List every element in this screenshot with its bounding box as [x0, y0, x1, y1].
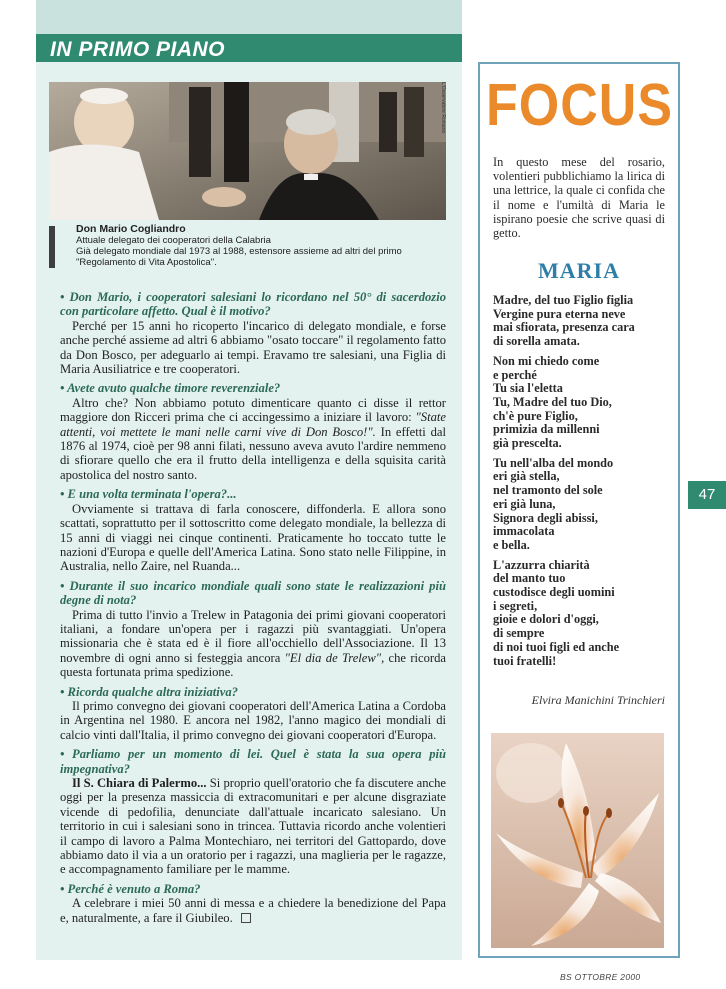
poem-line: già prescelta. [493, 436, 562, 451]
end-of-article-icon [241, 913, 251, 923]
focus-intro: In questo mese del rosario, volentieri pubblichiamo la lirica di una lettrice, la quale ci confida che il nome e l'umiltà di Maria le ispirano poesie che scrive quasi di getto. [493, 155, 665, 241]
poem-line: e bella. [493, 537, 530, 552]
poem-line: di noi tuoi figli ed anche [493, 639, 620, 654]
poem-line: Madre, del tuo Figlio figlia [493, 293, 634, 307]
poem-line: custodisce degli uomini [493, 585, 615, 600]
page-footer: BS OTTOBRE 2000 [560, 972, 641, 982]
section-title: IN PRIMO PIANO [50, 38, 226, 61]
poem-line: del manto tuo [493, 571, 566, 586]
interview-answer [60, 776, 446, 877]
answer-text: In effetti dal 1876 al 1974, cioè per 98 anni filati, nessuno aveva avuto l'ardire nemmeno di sfiorare quello che era il frutto della intelligenza e della squisita carità apostolica del nostro santo. [60, 424, 446, 482]
article-photo [49, 82, 446, 220]
caption-line: Attuale delegato dei cooperatori della Calabria [76, 235, 271, 246]
poem-title: MARIA [538, 258, 620, 283]
poem-line: tuoi fratelli! [493, 653, 557, 668]
poem-stanza [493, 559, 675, 669]
poem-line: di sempre [493, 626, 545, 641]
poem-line: ch'è pure Figlio, [493, 408, 578, 423]
poem-line: primizia da millenni [493, 422, 600, 437]
interview-answer [60, 896, 446, 925]
poem-line: gioie e dolori d'oggi, [493, 612, 599, 627]
poem-line: eri già stella, [493, 469, 560, 484]
interview-answer: Ovviamente si trattava di farla conoscere, diffonderla. E allora sono scattati, soprattutto per il sottoscritto come delegato mondiale, la bellezza di 15 anni di viaggi nei cinque continenti. Praticamente ho toccato tutte le nazioni d'Europa e quelle dell'America Latina. Sono stato nelle Filippine, in Australia, nello Zaire, nel Ruanda... [60, 501, 446, 574]
poem [493, 294, 675, 674]
caption-line: Già delegato mondiale dal 1973 al 1988, estensore assieme ad altri del primo [76, 246, 402, 257]
photo-pope-and-priest [49, 82, 446, 220]
poem-line: L'azzurra chiarità [493, 557, 590, 572]
answer-text: A celebrare i miei 50 anni di messa e a chiedere la benedizione del Papa e, naturalmente, a fare il Giubileo. [60, 896, 446, 925]
poem-line: nel tramonto del sole [493, 483, 603, 498]
page-number-tab: 47 [688, 481, 726, 509]
interview-article [60, 290, 446, 925]
answer-text: , che ricorda questa fortunata prima spedizione. [60, 650, 446, 680]
poem-stanza [493, 355, 675, 451]
lily-flower-image [491, 733, 664, 948]
poem-line: Vergine pura eterna neve [493, 306, 626, 321]
answer-quote: "El dia de Trelew" [284, 650, 382, 665]
interview-answer: Il primo convegno dei giovani cooperatori dell'America Latina a Cordoba in Argentina nel 1980. E ancora nel 1982, l'anno magico dei mondiali di calcio vinti dall'Italia, il primo convegno dei giovani cooperatori d'Europa. [60, 698, 446, 742]
interview-question: • Durante il suo incarico mondiale quali sono state le realizzazioni più degne di nota? [60, 578, 446, 608]
poem-line: Tu, Madre del tuo Dio, [493, 394, 612, 409]
poem-line: Signora degli abissi, [493, 510, 598, 525]
answer-quote: "State attenti, voi mettete le mani nelle carni vive di Don Bosco!". [60, 410, 446, 439]
poem-line: e perché [493, 367, 537, 382]
interview-answer [60, 608, 446, 680]
interview-question: • Ricorda qualche altra iniziativa? [60, 684, 238, 699]
poem-stanza [493, 294, 675, 349]
interview-question: • Parliamo per un momento di lei. Quel è stata la sua opera più impegnativa? [60, 747, 446, 776]
answer-text: Prima di tutto l'invio a Trelew in Patagonia dei primi giovani cooperatori italiani, a fondare un'opera per i ragazzi più svantaggiati. Un'opera missionaria che è stata ed è il fiore all'occhiello dell'Associazione. Il 13 novembre di ogni anno si festeggia ancora [60, 607, 446, 665]
poem-line: mai sfiorata, presenza cara [493, 320, 635, 335]
poem-line: eri già luna, [493, 496, 556, 511]
poem-line: di sorella amata. [493, 334, 580, 349]
lily-flower-illustration [491, 733, 664, 948]
poem-line: Non mi chiedo come [493, 353, 600, 368]
answer-bold: Il S. Chiara di Palermo... [72, 776, 207, 790]
interview-answer: Perché per 15 anni ho ricoperto l'incarico di delegato mondiale, e forse anche perché assieme ad altri 6 abbiamo "osato toccare" il regolamento fatto da Don Bosco, per adeguarlo ai tempi. Eravamo tre salesiani, una Figlia di Maria Ausiliatrice e tre cooperatori. [60, 318, 446, 377]
poem-author: Elvira Manichini Trinchieri [531, 693, 665, 707]
photo-caption [76, 224, 446, 268]
photo-credit: L'Osservatore Romano [440, 82, 446, 134]
poem-line: Tu nell'alba del mondo [493, 455, 614, 470]
header-strip [36, 0, 462, 34]
caption-bar [49, 226, 55, 268]
answer-text: Altro che? Non abbiamo potuto dimenticare quanto ci disse il rettor maggiore don Ricceri prima che ci accingessimo a iniziare il lavoro: [60, 395, 446, 425]
answer-text: Si proprio quell'oratorio che fa discutere anche oggi per la presenza massiccia di extracomunitari e per alcune disgraziate vicende di pedofilia, denunciate dall'attuale incaricato salesiano. Un territorio in cui i salesiani sono in trincea. Tuttavia ricordo anche volentieri il campo di lavoro a Palma Montechiaro, nei territori del Gattopardo, dove abbiamo dato il via a un oratorio per i ragazzi, una maglieria per le ragazze, e accompagnamento familiare per le mamme. [60, 776, 446, 877]
interview-question: • E una volta terminata l'opera?... [60, 487, 237, 502]
interview-question: • Perché è venuto a Roma? [60, 881, 201, 896]
caption-line: "Regolamento di Vita Apostolica". [76, 257, 217, 268]
interview-question: • Avete avuto qualche timore reverenziale? [60, 381, 281, 396]
poem-stanza [493, 457, 675, 553]
poem-line: immacolata [493, 524, 555, 539]
caption-name: Don Mario Cogliandro [76, 223, 186, 235]
poem-line: Tu sia l'eletta [493, 381, 563, 396]
interview-answer [60, 396, 446, 482]
poem-line: i segreti, [493, 598, 538, 613]
focus-title: FOCUS [486, 72, 673, 139]
interview-question: • Don Mario, i cooperatori salesiani lo ricordano nel 50° di sacerdozio con particolare affetto. Qual è il motivo? [60, 290, 446, 319]
